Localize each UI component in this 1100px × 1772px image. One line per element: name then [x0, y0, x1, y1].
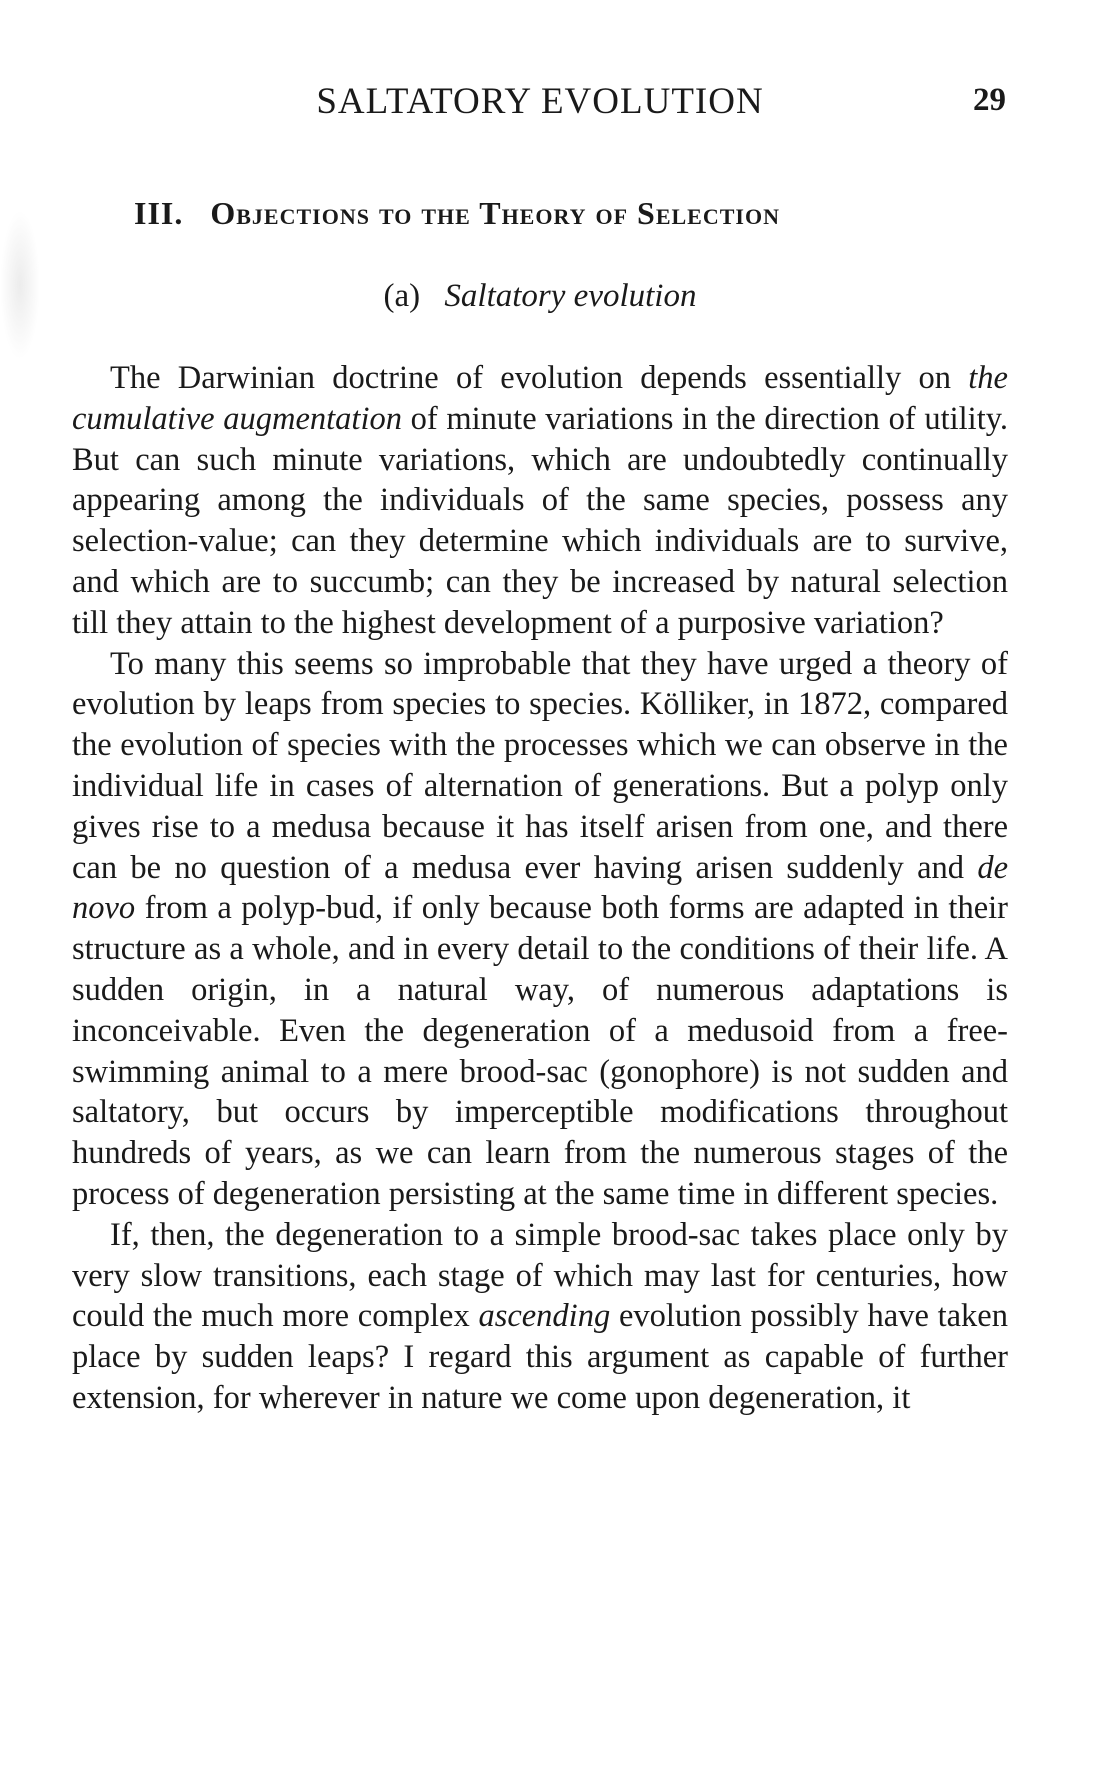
body-text — [72, 358, 1008, 1419]
paragraph-3 — [72, 1215, 1008, 1419]
subsection-heading — [72, 278, 1008, 315]
paragraph-2 — [72, 644, 1008, 1215]
subsection-title: Saltatory evolution — [444, 278, 697, 314]
paragraph-3-text-c: evolution possibly have taken place by sudden leaps? I regard this argument as capable of further extension, for wherever in nature we come upon degeneration, it — [72, 1298, 1008, 1416]
book-page — [72, 0, 1008, 1772]
page-number: 29 — [973, 82, 1006, 118]
paragraph-1-text-c: of minute variations in the direction of utility. But can such minute variations, which are undoubtedly continually appearing among the individuals of the same species, possess any selection-value; can they determine which individuals are to survive, and which are to succumb; can they be increased by natural selection till they attain to the highest development of a purposive variation? — [72, 400, 1008, 641]
running-title: SALTATORY EVOLUTION — [316, 81, 764, 122]
subsection-label: (a) — [383, 278, 421, 314]
section-title: Objections to the Theory of Selection — [210, 195, 780, 231]
scan-smudge — [0, 210, 40, 360]
paragraph-2-italic: de novo — [72, 849, 1008, 927]
section-numeral: III. — [134, 195, 184, 231]
paragraph-2-text-c: from a polyp-bud, if only because both forms are adapted in their structure as a whole, and in every detail to the conditions of their life. A sudden origin, in a natural way, of numerous adaptations is inconceivable. Even the degeneration of a medusoid from a free-swimming animal to a mere brood-sac (gonophore) is not sudden and saltatory, but occurs by imperceptible modifications throughout hundreds of years, as we can learn from the numerous stages of the process of degeneration persisting at the same time in different species. — [72, 890, 1008, 1212]
paragraph-2-text-a: To many this seems so improbable that they have urged a theory of evolution by leaps from species to species. Kölliker, in 1872, compared the evolution of species with the processes which we can observe in the individual life in cases of alternation of generations. But a polyp only gives rise to a medusa because it has itself arisen from one, and there can be no question of a medusa ever having arisen suddenly and — [72, 645, 1008, 886]
section-heading — [134, 195, 1008, 232]
paragraph-1-italic: the cumulative augmentation — [72, 360, 1008, 437]
paragraph-3-text-a: If, then, the degeneration to a simple brood-sac takes place only by very slow transitions, each stage of which may last for centuries, how could the much more complex — [72, 1216, 1008, 1335]
paragraph-3-italic: ascending — [478, 1298, 611, 1335]
running-head — [72, 80, 1008, 130]
paragraph-1 — [72, 358, 1008, 644]
paragraph-1-text-a: The Darwinian doctrine of evolution depends essentially on — [110, 360, 969, 396]
